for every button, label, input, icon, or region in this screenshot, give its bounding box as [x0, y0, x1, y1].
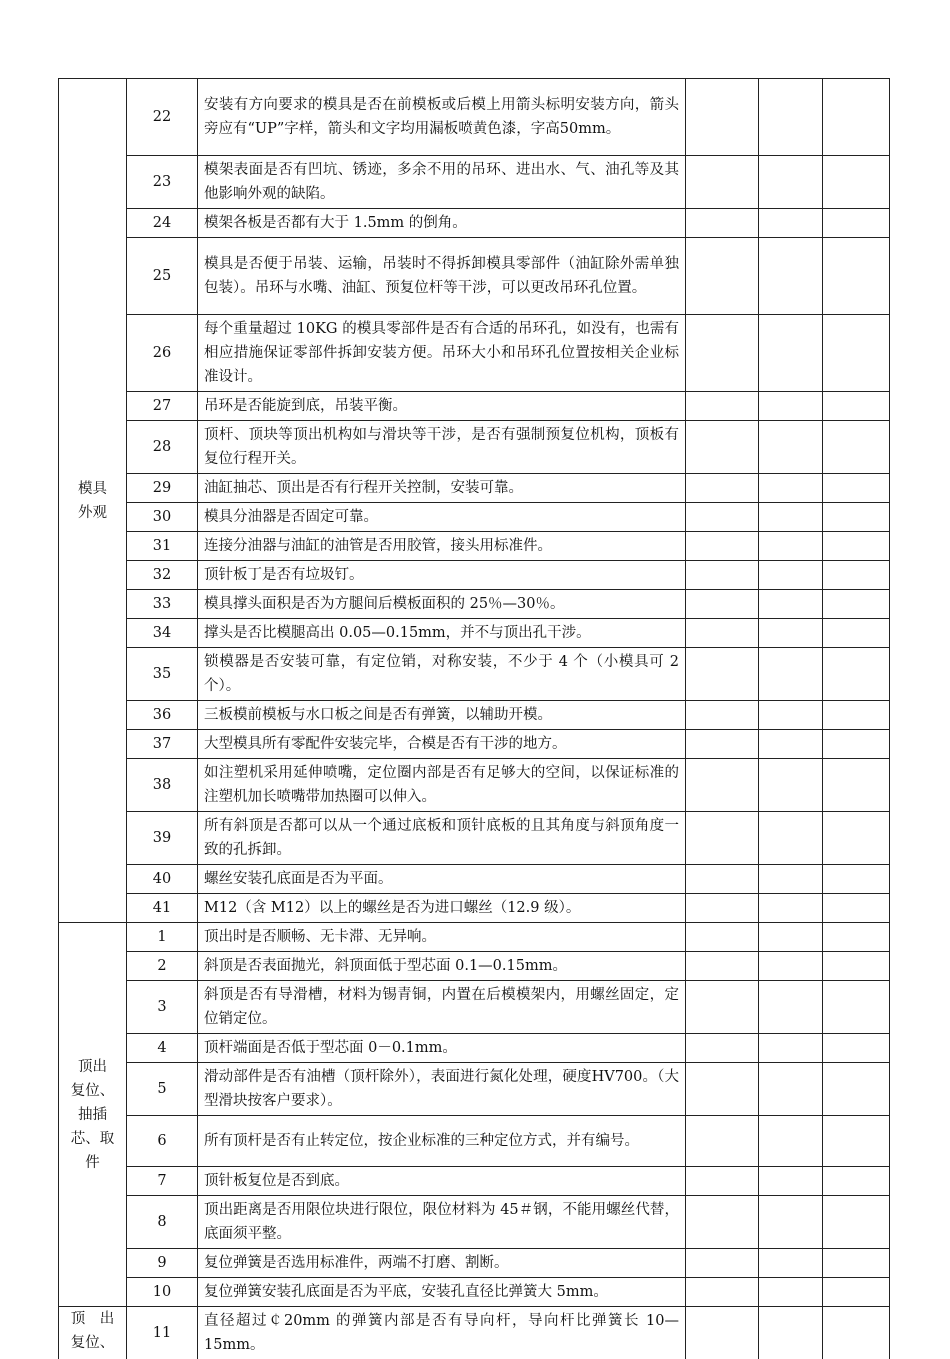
- check-result-cell: [823, 1278, 890, 1307]
- item-number: 27: [127, 392, 198, 421]
- check-result-cell: [823, 865, 890, 894]
- item-description: 顶出时是否顺畅、无卡滞、无异响。: [198, 923, 686, 952]
- check-result-cell: [759, 1196, 823, 1249]
- check-result-cell: [759, 474, 823, 503]
- check-result-cell: [686, 421, 759, 474]
- item-description: 模架表面是否有凹坑、锈迹，多余不用的吊环、进出水、气、油孔等及其他影响外观的缺陷。: [198, 156, 686, 209]
- check-result-cell: [686, 1249, 759, 1278]
- check-result-cell: [759, 1307, 823, 1359]
- table-row: [59, 894, 890, 923]
- check-result-cell: [823, 648, 890, 701]
- item-number: 9: [127, 1249, 198, 1278]
- category-line: 顶出: [65, 1055, 120, 1079]
- item-description: 所有斜顶是否都可以从一个通过底板和顶针底板的且其角度与斜顶角度一致的孔拆卸。: [198, 812, 686, 865]
- item-number: 25: [127, 238, 198, 315]
- check-result-cell: [759, 1167, 823, 1196]
- table-row: [59, 315, 890, 392]
- table-row: [59, 1196, 890, 1249]
- category-cell: [59, 1307, 127, 1359]
- table-row: [59, 238, 890, 315]
- table-row: [59, 392, 890, 421]
- check-result-cell: [759, 238, 823, 315]
- table-row: [59, 421, 890, 474]
- check-result-cell: [686, 1116, 759, 1167]
- table-row: [59, 474, 890, 503]
- item-number: 33: [127, 590, 198, 619]
- item-number: 26: [127, 315, 198, 392]
- item-number: 31: [127, 532, 198, 561]
- check-result-cell: [759, 590, 823, 619]
- check-result-cell: [686, 238, 759, 315]
- item-number: 39: [127, 812, 198, 865]
- item-description: 斜顶是否表面抛光，斜顶面低于型芯面 0.1—0.15mm。: [198, 952, 686, 981]
- check-result-cell: [686, 1307, 759, 1359]
- check-result-cell: [823, 209, 890, 238]
- check-result-cell: [686, 894, 759, 923]
- table-row: [59, 1116, 890, 1167]
- item-description: 模具是否便于吊装、运输，吊装时不得拆卸模具零部件（油缸除外需单独包装）。吊环与水嘴、油缸、预复位杆等干涉，可以更改吊环孔位置。: [198, 238, 686, 315]
- category-line: 顶 出: [65, 1307, 120, 1331]
- check-result-cell: [823, 894, 890, 923]
- check-result-cell: [823, 1034, 890, 1063]
- check-result-cell: [823, 730, 890, 759]
- check-result-cell: [686, 619, 759, 648]
- table-row: [59, 1034, 890, 1063]
- item-description: M12（含 M12）以上的螺丝是否为进口螺丝（12.9 级）。: [198, 894, 686, 923]
- check-result-cell: [823, 1167, 890, 1196]
- table-row: [59, 1063, 890, 1116]
- item-description: 油缸抽芯、顶出是否有行程开关控制，安装可靠。: [198, 474, 686, 503]
- item-description: 螺丝安装孔底面是否为平面。: [198, 865, 686, 894]
- check-result-cell: [686, 392, 759, 421]
- table-row: [59, 865, 890, 894]
- item-description: 吊环是否能旋到底，吊装平衡。: [198, 392, 686, 421]
- item-description: 顶杆、顶块等顶出机构如与滑块等干涉，是否有强制预复位机构，顶板有复位行程开关。: [198, 421, 686, 474]
- table-row: [59, 619, 890, 648]
- item-number: 23: [127, 156, 198, 209]
- check-result-cell: [686, 590, 759, 619]
- check-result-cell: [759, 812, 823, 865]
- check-result-cell: [759, 156, 823, 209]
- check-result-cell: [759, 532, 823, 561]
- item-description: 顶针板丁是否有垃圾钉。: [198, 561, 686, 590]
- check-result-cell: [823, 923, 890, 952]
- check-result-cell: [823, 1249, 890, 1278]
- check-result-cell: [823, 759, 890, 812]
- item-description: 复位弹簧安装孔底面是否为平底，安装孔直径比弹簧大 5mm。: [198, 1278, 686, 1307]
- item-number: 28: [127, 421, 198, 474]
- check-result-cell: [686, 1196, 759, 1249]
- check-result-cell: [759, 894, 823, 923]
- check-result-cell: [759, 1116, 823, 1167]
- item-number: 4: [127, 1034, 198, 1063]
- item-description: 撑头是否比模腿高出 0.05—0.15mm，并不与顶出孔干涉。: [198, 619, 686, 648]
- category-line: 复位、: [65, 1331, 120, 1355]
- check-result-cell: [686, 79, 759, 156]
- category-line: 芯、取: [65, 1127, 120, 1151]
- check-result-cell: [759, 503, 823, 532]
- item-description: 所有顶杆是否有止转定位，按企业标准的三种定位方式，并有编号。: [198, 1116, 686, 1167]
- table-row: [59, 156, 890, 209]
- category-line: 抽插: [65, 1103, 120, 1127]
- item-description: 顶杆端面是否低于型芯面 0－0.1mm。: [198, 1034, 686, 1063]
- item-number: 10: [127, 1278, 198, 1307]
- item-description: 锁模器是否安装可靠，有定位销，对称安装，不少于 4 个（小模具可 2 个）。: [198, 648, 686, 701]
- check-result-cell: [686, 532, 759, 561]
- check-result-cell: [823, 503, 890, 532]
- table-row: [59, 730, 890, 759]
- check-result-cell: [686, 648, 759, 701]
- item-number: 1: [127, 923, 198, 952]
- check-result-cell: [686, 503, 759, 532]
- check-result-cell: [759, 952, 823, 981]
- table-row: [59, 1249, 890, 1278]
- item-description: 顶出距离是否用限位块进行限位，限位材料为 45＃钢，不能用螺丝代替，底面须平整。: [198, 1196, 686, 1249]
- check-result-cell: [686, 474, 759, 503]
- table-row: [59, 812, 890, 865]
- check-result-cell: [759, 561, 823, 590]
- item-description: 每个重量超过 10KG 的模具零部件是否有合适的吊环孔，如没有，也需有相应措施保证零部件拆卸安装方便。吊环大小和吊环孔位置按相关企业标准设计。: [198, 315, 686, 392]
- check-result-cell: [823, 1196, 890, 1249]
- check-result-cell: [686, 561, 759, 590]
- check-result-cell: [686, 730, 759, 759]
- check-result-cell: [823, 952, 890, 981]
- category-cell: [59, 923, 127, 1307]
- category-line: 件: [65, 1151, 120, 1175]
- check-result-cell: [823, 474, 890, 503]
- check-result-cell: [823, 590, 890, 619]
- item-description: 滑动部件是否有油槽（顶杆除外），表面进行氮化处理，硬度HV700。（大型滑块按客户要求）。: [198, 1063, 686, 1116]
- check-result-cell: [686, 1063, 759, 1116]
- check-result-cell: [759, 209, 823, 238]
- check-result-cell: [686, 1167, 759, 1196]
- check-result-cell: [823, 1307, 890, 1359]
- table-row: [59, 1278, 890, 1307]
- check-result-cell: [686, 812, 759, 865]
- check-result-cell: [823, 981, 890, 1034]
- check-result-cell: [686, 981, 759, 1034]
- check-result-cell: [823, 532, 890, 561]
- check-result-cell: [759, 1063, 823, 1116]
- table-row: [59, 1307, 890, 1359]
- item-number: 30: [127, 503, 198, 532]
- check-result-cell: [759, 619, 823, 648]
- item-description: 安装有方向要求的模具是否在前模板或后模上用箭头标明安装方向，箭头旁应有“UP”字样，箭头和文字均用漏板喷黄色漆，字高50mm。: [198, 79, 686, 156]
- check-result-cell: [759, 759, 823, 812]
- check-result-cell: [759, 648, 823, 701]
- check-result-cell: [686, 701, 759, 730]
- item-number: 38: [127, 759, 198, 812]
- item-description: 模具分油器是否固定可靠。: [198, 503, 686, 532]
- table-row: [59, 590, 890, 619]
- table-row: [59, 1167, 890, 1196]
- item-number: 22: [127, 79, 198, 156]
- check-result-cell: [759, 79, 823, 156]
- table-row: [59, 503, 890, 532]
- check-result-cell: [686, 156, 759, 209]
- check-result-cell: [759, 730, 823, 759]
- item-description: 模具撑头面积是否为方腿间后模板面积的 25％—30％。: [198, 590, 686, 619]
- table-row: [59, 759, 890, 812]
- check-result-cell: [823, 561, 890, 590]
- item-number: 2: [127, 952, 198, 981]
- check-result-cell: [823, 79, 890, 156]
- category-cell: [59, 79, 127, 923]
- check-result-cell: [823, 1063, 890, 1116]
- category-line: 外观: [65, 501, 120, 525]
- check-result-cell: [759, 701, 823, 730]
- item-number: 24: [127, 209, 198, 238]
- check-result-cell: [823, 619, 890, 648]
- check-result-cell: [686, 923, 759, 952]
- item-number: 8: [127, 1196, 198, 1249]
- check-result-cell: [759, 865, 823, 894]
- table-row: [59, 981, 890, 1034]
- check-result-cell: [823, 238, 890, 315]
- item-number: 7: [127, 1167, 198, 1196]
- table-row: [59, 79, 890, 156]
- category-line: 模具: [65, 477, 120, 501]
- item-description: 连接分油器与油缸的油管是否用胶管，接头用标准件。: [198, 532, 686, 561]
- item-number: 6: [127, 1116, 198, 1167]
- check-result-cell: [759, 392, 823, 421]
- item-number: 40: [127, 865, 198, 894]
- table-row: [59, 532, 890, 561]
- item-number: 36: [127, 701, 198, 730]
- check-result-cell: [759, 315, 823, 392]
- check-result-cell: [823, 392, 890, 421]
- table-row: [59, 952, 890, 981]
- check-result-cell: [759, 421, 823, 474]
- check-result-cell: [686, 315, 759, 392]
- item-number: 37: [127, 730, 198, 759]
- inspection-checklist-table: [58, 78, 890, 1359]
- item-description: 复位弹簧是否选用标准件，两端不打磨、割断。: [198, 1249, 686, 1278]
- item-number: 11: [127, 1307, 198, 1359]
- check-result-cell: [686, 952, 759, 981]
- item-number: 29: [127, 474, 198, 503]
- check-result-cell: [759, 923, 823, 952]
- check-result-cell: [759, 1278, 823, 1307]
- item-number: 5: [127, 1063, 198, 1116]
- item-description: 大型模具所有零配件安装完毕，合模是否有干涉的地方。: [198, 730, 686, 759]
- item-number: 32: [127, 561, 198, 590]
- item-description: 模架各板是否都有大于 1.5mm 的倒角。: [198, 209, 686, 238]
- item-number: 41: [127, 894, 198, 923]
- check-result-cell: [686, 759, 759, 812]
- table-row: [59, 701, 890, 730]
- item-number: 34: [127, 619, 198, 648]
- check-result-cell: [686, 1034, 759, 1063]
- check-result-cell: [686, 1278, 759, 1307]
- check-result-cell: [759, 981, 823, 1034]
- item-description: 斜顶是否有导滑槽，材料为锡青铜，内置在后模模架内，用螺丝固定，定位销定位。: [198, 981, 686, 1034]
- check-result-cell: [686, 865, 759, 894]
- check-result-cell: [823, 701, 890, 730]
- table-row: [59, 561, 890, 590]
- table-row: [59, 648, 890, 701]
- check-result-cell: [686, 209, 759, 238]
- item-number: 3: [127, 981, 198, 1034]
- check-result-cell: [823, 812, 890, 865]
- item-description: 三板模前模板与水口板之间是否有弹簧，以辅助开模。: [198, 701, 686, 730]
- category-line: 复位、: [65, 1079, 120, 1103]
- item-description: 顶针板复位是否到底。: [198, 1167, 686, 1196]
- check-result-cell: [759, 1249, 823, 1278]
- check-result-cell: [823, 156, 890, 209]
- table-row: [59, 923, 890, 952]
- table-row: [59, 209, 890, 238]
- item-description: 如注塑机采用延伸喷嘴，定位圈内部是否有足够大的空间，以保证标准的注塑机加长喷嘴带加热圈可以伸入。: [198, 759, 686, 812]
- check-result-cell: [823, 315, 890, 392]
- item-description: 直径超过￠20mm 的弹簧内部是否有导向杆，导向杆比弹簧长 10—15mm。: [198, 1307, 686, 1359]
- check-result-cell: [823, 1116, 890, 1167]
- check-result-cell: [823, 421, 890, 474]
- item-number: 35: [127, 648, 198, 701]
- check-result-cell: [759, 1034, 823, 1063]
